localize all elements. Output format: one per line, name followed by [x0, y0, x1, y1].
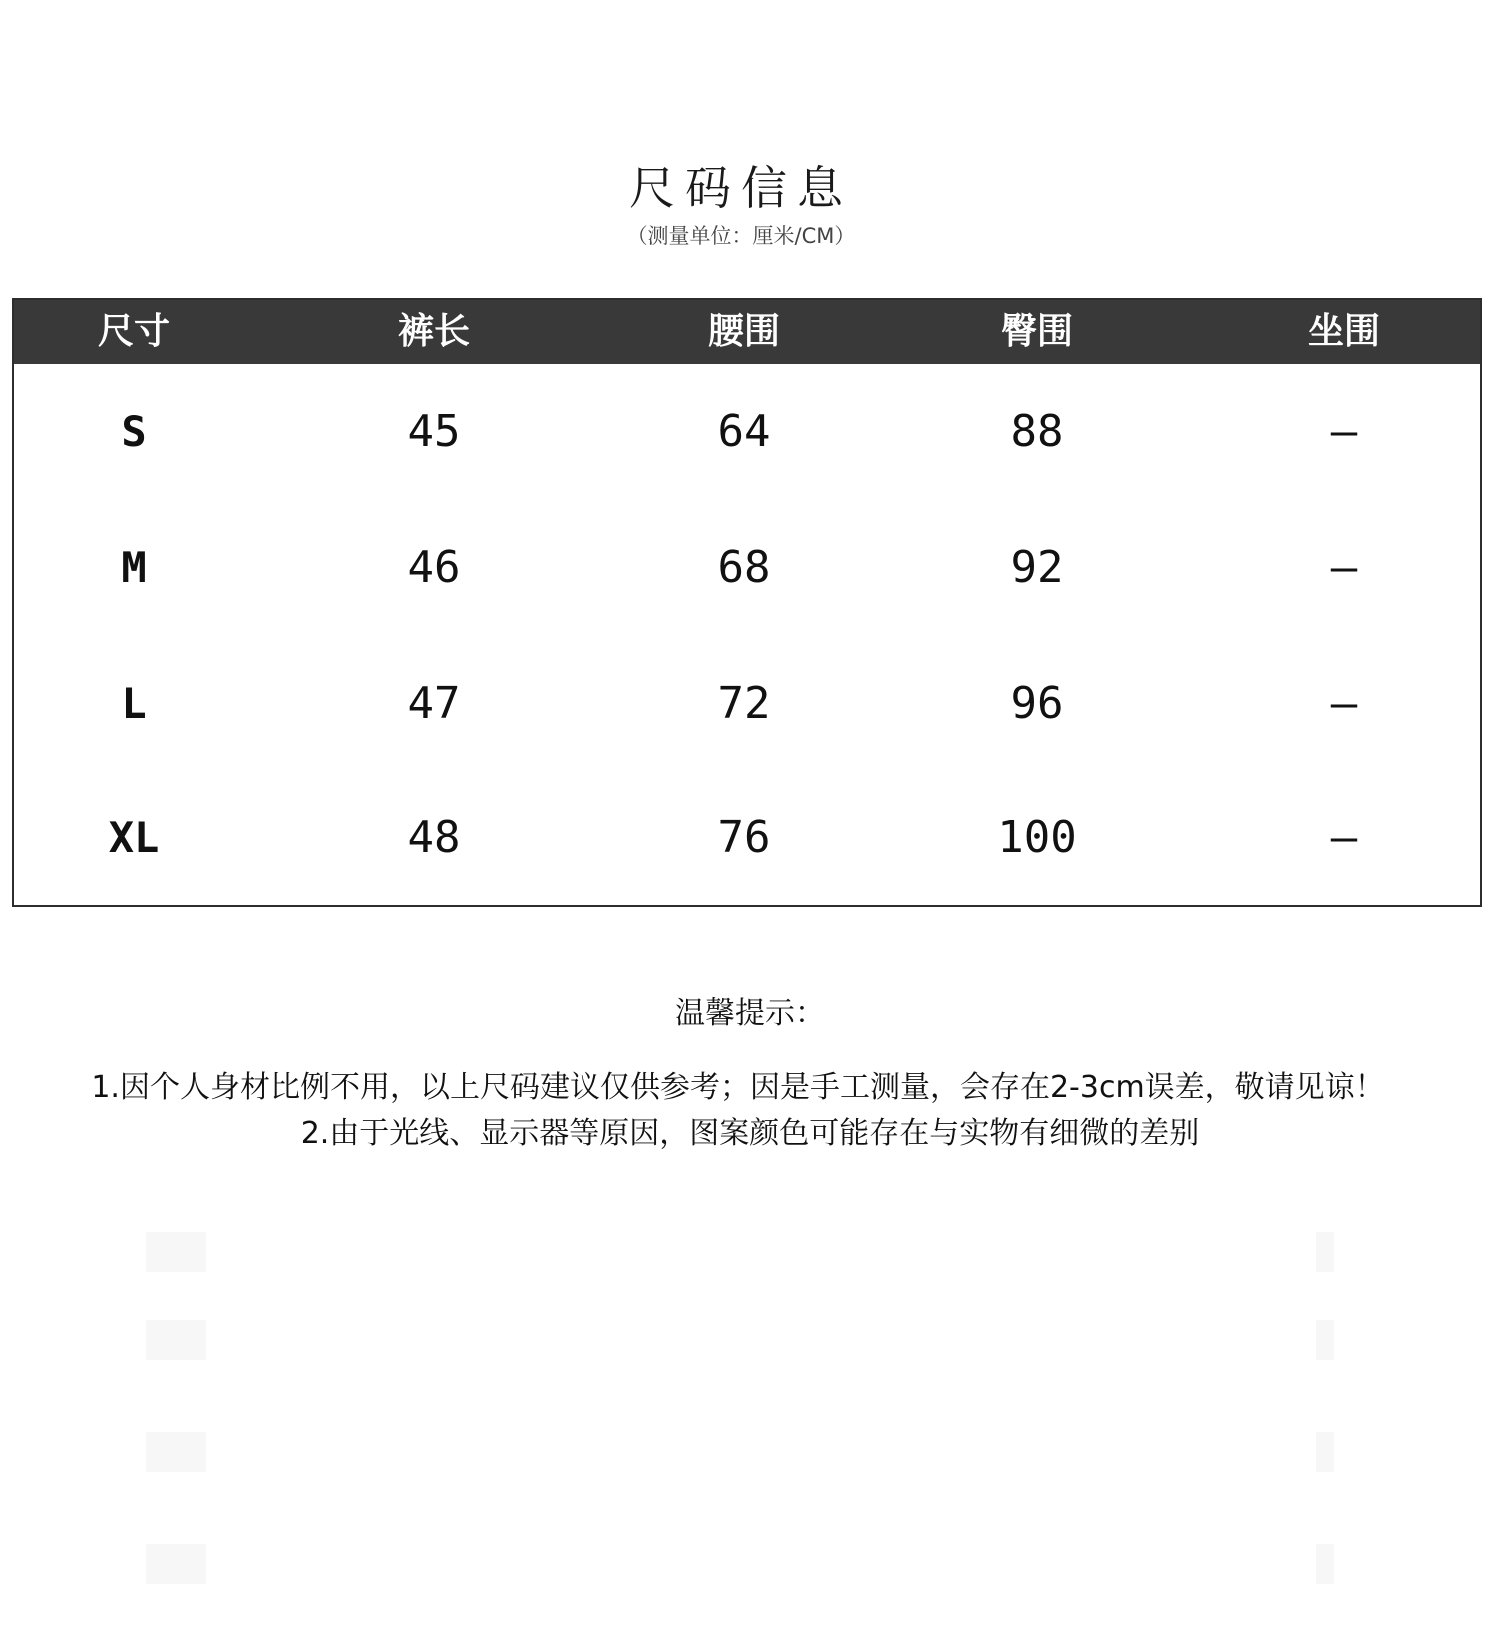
hip-cell: 96	[1010, 678, 1064, 729]
pants-length-cell: 47	[407, 678, 461, 729]
table-row	[14, 364, 1480, 500]
table-row	[14, 636, 1480, 772]
measurement-unit-subtitle: （测量单位：厘米/CM）	[626, 224, 856, 248]
faint-placeholder-block	[1316, 1232, 1334, 1272]
column-header-waist: 腰围	[707, 311, 780, 352]
column-header-size: 尺寸	[97, 311, 170, 352]
pants-length-cell: 48	[407, 812, 461, 863]
size-table	[12, 298, 1482, 907]
faint-placeholder-block	[146, 1432, 206, 1472]
column-header-seat: 坐围	[1307, 311, 1380, 352]
seat-cell: –	[1330, 678, 1358, 729]
size-cell: L	[121, 679, 147, 728]
waist-cell: 64	[717, 406, 771, 457]
pants-length-cell: 45	[407, 406, 461, 457]
waist-cell: 68	[717, 542, 771, 593]
table-header	[14, 300, 1480, 364]
faint-placeholder-block	[1316, 1432, 1334, 1472]
faint-placeholder-block	[1316, 1544, 1334, 1584]
column-header-pants-length: 裤长	[397, 311, 470, 352]
seat-cell: –	[1330, 406, 1358, 457]
size-cell: M	[121, 543, 147, 592]
column-header-hip: 臀围	[1000, 311, 1073, 352]
table-row	[14, 500, 1480, 636]
size-cell: XL	[108, 813, 160, 862]
faint-placeholder-block	[146, 1232, 206, 1272]
faint-placeholder-block	[146, 1320, 206, 1360]
hip-cell: 92	[1010, 542, 1064, 593]
hip-cell: 100	[997, 812, 1077, 863]
faint-placeholder-block	[146, 1544, 206, 1584]
tip-item: 2.由于光线、显示器等原因，图案颜色可能存在与实物有细微的差别	[300, 1116, 1200, 1151]
faint-placeholder-block	[1316, 1320, 1334, 1360]
seat-cell: –	[1330, 812, 1358, 863]
pants-length-cell: 46	[407, 542, 461, 593]
waist-cell: 76	[717, 812, 771, 863]
page-title: 尺码信息	[629, 161, 853, 215]
tips-title: 温馨提示：	[675, 996, 825, 1031]
table-row	[14, 770, 1480, 906]
seat-cell: –	[1330, 542, 1358, 593]
hip-cell: 88	[1010, 406, 1064, 457]
size-cell: S	[121, 407, 147, 456]
waist-cell: 72	[717, 678, 771, 729]
tip-item: 1.因个人身材比例不用，以上尺码建议仅供参考；因是手工测量，会存在2-3cm误差，敬请见谅！	[91, 1070, 1385, 1105]
